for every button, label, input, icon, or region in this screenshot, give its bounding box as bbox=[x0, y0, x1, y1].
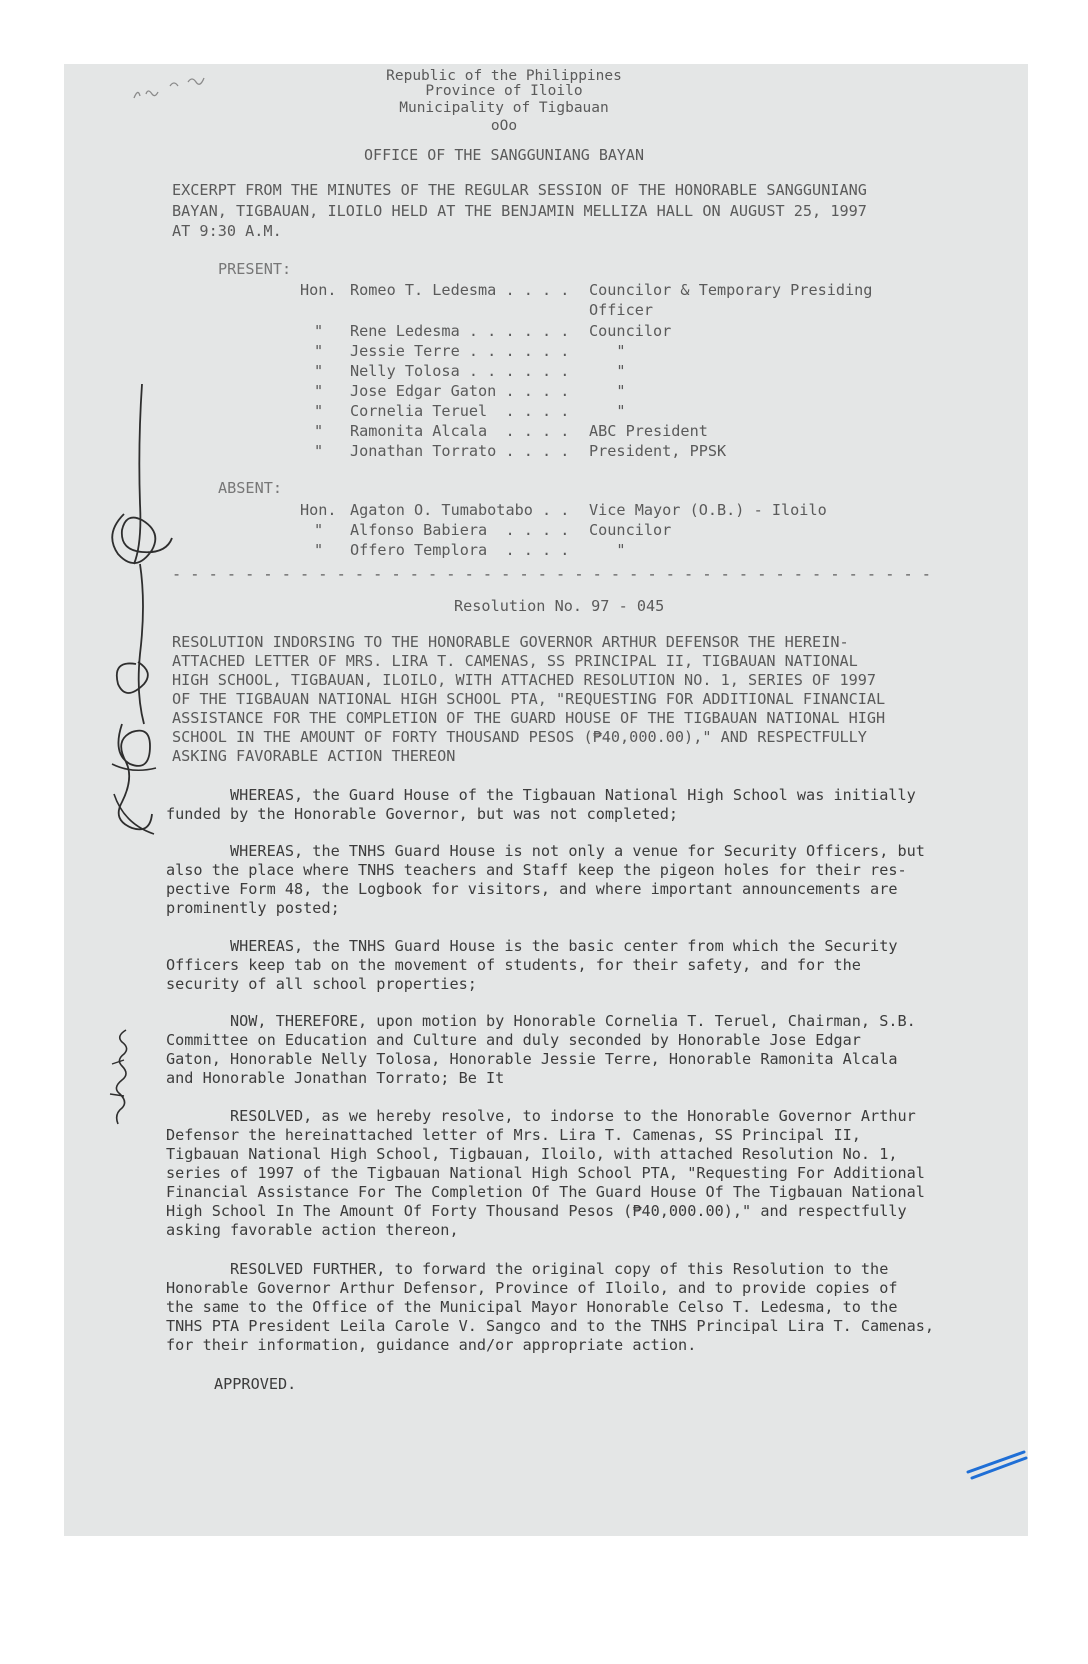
attendee-position: " bbox=[589, 541, 626, 559]
attendee-name: Jose Edgar Gaton . . . . bbox=[350, 382, 570, 400]
dashed-divider: - - - - - - - - - - - - - - - - - - - - - - - - - - - - - - - - - - - - - - - - - - bbox=[172, 565, 931, 583]
attendee-position: ABC President bbox=[589, 422, 708, 440]
paragraph-line: funded by the Honorable Governor, but was not completed; bbox=[166, 805, 679, 823]
attendee-name: Cornelia Teruel . . . . bbox=[350, 402, 570, 420]
paragraph-line: High School In The Amount Of Forty Thousand Pesos (₱40,000.00)," and respectfully bbox=[166, 1202, 907, 1220]
paragraph-line: NOW, THEREFORE, upon motion by Honorable Cornelia T. Teruel, Chairman, S.B. bbox=[166, 1012, 916, 1030]
attendee-position: Officer bbox=[589, 301, 654, 319]
paragraph-line: prominently posted; bbox=[166, 899, 340, 917]
attendee-position: Councilor & Temporary Presiding bbox=[589, 281, 873, 299]
paragraph-line: WHEREAS, the TNHS Guard House is not only a venue for Security Officers, but bbox=[166, 842, 925, 860]
office-title: OFFICE OF THE SANGGUNIANG BAYAN bbox=[364, 146, 644, 164]
attendee-name: Agaton O. Tumabotabo . . bbox=[350, 501, 570, 519]
paragraph-line: Officers keep tab on the movement of students, for their safety, and for the bbox=[166, 956, 861, 974]
paragraph-line: WHEREAS, the Guard House of the Tigbauan National High School was initially bbox=[166, 786, 916, 804]
attendee-prefix: " bbox=[314, 342, 324, 360]
attendee-name: Rene Ledesma . . . . . . bbox=[350, 322, 570, 340]
attendee-name: Offero Templora . . . . bbox=[350, 541, 570, 559]
paragraph-line: for their information, guidance and/or appropriate action. bbox=[166, 1336, 697, 1354]
paragraph-line: asking favorable action thereon, bbox=[166, 1221, 459, 1239]
paragraph-line: also the place where TNHS teachers and Staff keep the pigeon holes for their res- bbox=[166, 861, 907, 879]
paper-clip bbox=[964, 1444, 1028, 1484]
attendee-prefix: " bbox=[314, 521, 324, 539]
paragraph-line: WHEREAS, the TNHS Guard House is the basic center from which the Security bbox=[166, 937, 898, 955]
header-republic: Republic of the Philippines bbox=[386, 68, 622, 84]
resolution-title-line: ASKING FAVORABLE ACTION THEREON bbox=[172, 747, 456, 765]
paragraph-line: Honorable Governor Arthur Defensor, Province of Iloilo, and to provide copies of bbox=[166, 1279, 898, 1297]
resolution-title-line: RESOLUTION INDORSING TO THE HONORABLE GOVERNOR ARTHUR DEFENSOR THE HEREIN- bbox=[172, 633, 849, 651]
approved-label: APPROVED. bbox=[214, 1375, 297, 1393]
attendee-name: Jonathan Torrato . . . . bbox=[350, 442, 570, 460]
excerpt-line-3: AT 9:30 A.M. bbox=[172, 222, 282, 240]
paragraph-line: pective Form 48, the Logbook for visitors, and where important announcements are bbox=[166, 880, 898, 898]
attendee-prefix: " bbox=[314, 382, 324, 400]
attendee-name: Alfonso Babiera . . . . bbox=[350, 521, 570, 539]
attendee-position: " bbox=[589, 402, 626, 420]
resolution-title-line: ASSISTANCE FOR THE COMPLETION OF THE GUARD HOUSE OF THE TIGBAUAN NATIONAL HIGH bbox=[172, 709, 886, 727]
paragraph-line: Gaton, Honorable Nelly Tolosa, Honorable Jessie Terre, Honorable Ramonita Alcala bbox=[166, 1050, 898, 1068]
paragraph-line: security of all school properties; bbox=[166, 975, 477, 993]
resolution-title-line: OF THE TIGBAUAN NATIONAL HIGH SCHOOL PTA, "REQUESTING FOR ADDITIONAL FINANCIAL bbox=[172, 690, 886, 708]
attendee-prefix: " bbox=[314, 322, 324, 340]
attendee-name: Ramonita Alcala . . . . bbox=[350, 422, 570, 440]
attendee-name: Romeo T. Ledesma . . . . bbox=[350, 281, 570, 299]
resolution-number: Resolution No. 97 - 045 bbox=[454, 597, 665, 615]
paragraph-line: Defensor the hereinattached letter of Mrs. Lira T. Camenas, SS Principal II, bbox=[166, 1126, 861, 1144]
attendee-position: " bbox=[589, 382, 626, 400]
header-municipality: Municipality of Tigbauan bbox=[399, 100, 609, 116]
paragraph-line: the same to the Office of the Municipal Mayor Honorable Celso T. Ledesma, to the bbox=[166, 1298, 898, 1316]
paragraph-line: RESOLVED FURTHER, to forward the original copy of this Resolution to the bbox=[166, 1260, 889, 1278]
attendee-prefix: " bbox=[314, 362, 324, 380]
absent-label: ABSENT: bbox=[218, 479, 283, 497]
attendee-prefix: Hon. bbox=[300, 501, 337, 519]
excerpt-line-1: EXCERPT FROM THE MINUTES OF THE REGULAR SESSION OF THE HONORABLE SANGGUNIANG bbox=[172, 181, 867, 199]
attendee-prefix: " bbox=[314, 442, 324, 460]
resolution-title-line: SCHOOL IN THE AMOUNT OF FORTY THOUSAND PESOS (₱40,000.00)," AND RESPECTFULLY bbox=[172, 728, 867, 746]
paragraph-line: series of 1997 of the Tigbauan National High School PTA, "Requesting For Additional bbox=[166, 1164, 925, 1182]
paragraph-line: Tigbauan National High School, Tigbauan, Iloilo, with attached Resolution No. 1, bbox=[166, 1145, 898, 1163]
attendee-prefix: " bbox=[314, 422, 324, 440]
attendee-prefix: Hon. bbox=[300, 281, 337, 299]
attendee-prefix: " bbox=[314, 402, 324, 420]
paragraph-line: Committee on Education and Culture and duly seconded by Honorable Jose Edgar bbox=[166, 1031, 861, 1049]
resolution-title-line: HIGH SCHOOL, TIGBAUAN, ILOILO, WITH ATTACHED RESOLUTION NO. 1, SERIES OF 1997 bbox=[172, 671, 877, 689]
margin-signature-vertical bbox=[98, 1024, 138, 1134]
attendee-name: Nelly Tolosa . . . . . . bbox=[350, 362, 570, 380]
attendee-position: Councilor bbox=[589, 521, 672, 539]
attendee-position: Councilor bbox=[589, 322, 672, 340]
attendee-position: " bbox=[589, 362, 626, 380]
attendee-position: " bbox=[589, 342, 626, 360]
attendee-position: President, PPSK bbox=[589, 442, 727, 460]
document-page bbox=[64, 64, 1028, 1536]
excerpt-line-2: BAYAN, TIGBAUAN, ILOILO HELD AT THE BENJAMIN MELLIZA HALL ON AUGUST 25, 1997 bbox=[172, 202, 867, 220]
paragraph-line: and Honorable Jonathan Torrato; Be It bbox=[166, 1069, 505, 1087]
margin-signature-initials bbox=[84, 364, 194, 884]
present-label: PRESENT: bbox=[218, 260, 292, 278]
header-ornament: oOo bbox=[490, 118, 518, 134]
paragraph-line: Financial Assistance For The Completion Of The Guard House Of The Tigbauan National bbox=[166, 1183, 925, 1201]
attendee-name: Jessie Terre . . . . . . bbox=[350, 342, 570, 360]
resolution-title-line: ATTACHED LETTER OF MRS. LIRA T. CAMENAS, SS PRINCIPAL II, TIGBAUAN NATIONAL bbox=[172, 652, 858, 670]
paragraph-line: RESOLVED, as we hereby resolve, to indorse to the Honorable Governor Arthur bbox=[166, 1107, 916, 1125]
attendee-position: Vice Mayor (O.B.) - Iloilo bbox=[589, 501, 827, 519]
attendee-prefix: " bbox=[314, 541, 324, 559]
header-province: Province of Iloilo bbox=[425, 83, 583, 99]
paragraph-line: TNHS PTA President Leila Carole V. Sangco and to the TNHS Principal Lira T. Camenas, bbox=[166, 1317, 935, 1335]
